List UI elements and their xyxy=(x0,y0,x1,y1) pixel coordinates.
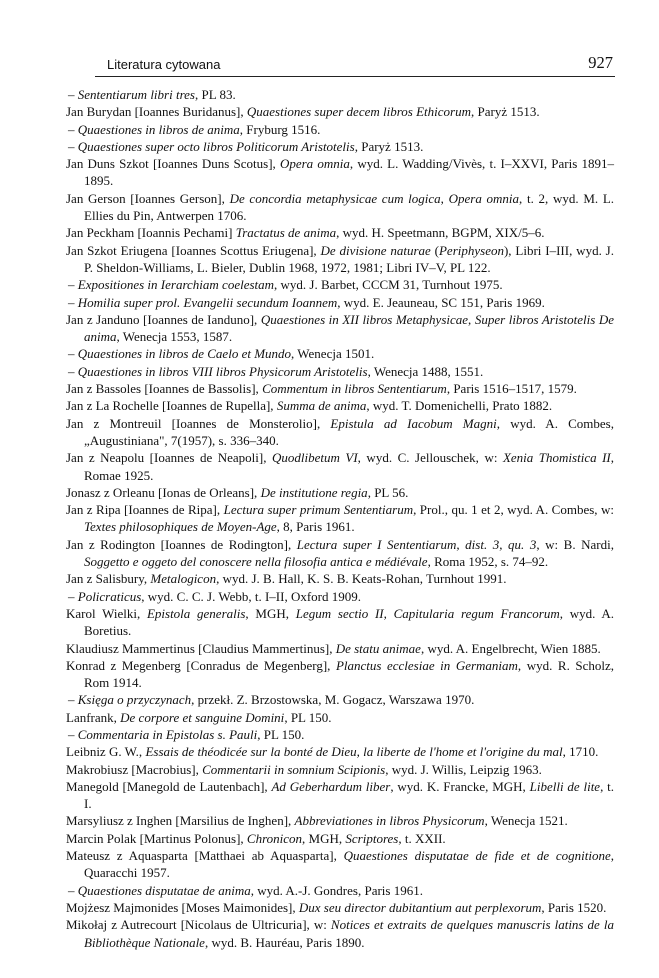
entry-title-italic: De divisione naturae xyxy=(320,242,431,258)
entry-text: Mikołaj z Autrecourt [Nicolaus de Ultricuria], w: xyxy=(66,917,331,933)
entry-text: , PL 83. xyxy=(195,87,236,102)
entry-text: Jan Peckham [Ioannis Pechami] xyxy=(66,225,236,241)
entry-text: – xyxy=(68,277,78,293)
entry-title-italic: Summa de anima xyxy=(276,398,367,414)
bibliography-entry xyxy=(66,812,614,829)
entry-text: Jonasz z Orleanu [Ionas de Orleans], xyxy=(66,484,261,500)
bibliography-entry xyxy=(66,224,614,241)
entry-text: Mojżesz Majmonides [Moses Maimonides], xyxy=(66,899,299,915)
bibliography-entry xyxy=(66,657,614,692)
entry-text: , wyd. L. Wadding/Vivès, t. I–XXVI, Paris 1891–1895. xyxy=(84,156,614,189)
entry-text: Jan z Ripa [Ioannes de Ripa], xyxy=(66,502,224,518)
entry-text: – xyxy=(68,882,78,898)
entry-title-italic: Scriptores xyxy=(345,830,399,846)
entry-title-italic: Quaestiones in XII libros Metaphysicae xyxy=(260,311,469,327)
entry-title-italic: Abbreviationes in libros Physicorum xyxy=(294,813,485,829)
bibliography-entry xyxy=(66,709,614,726)
bibliography-entry xyxy=(66,570,614,587)
entry-text: , 1710. xyxy=(562,744,599,760)
entry-text: Makrobiusz [Macrobius], xyxy=(66,761,203,777)
entry-text: , PL 56. xyxy=(367,484,409,500)
bibliography-entry xyxy=(66,311,614,346)
entry-text: ), Libri I–III, wyd. J. P. Sheldon-Williams, L. Bieler, Dublin 1968, 1972, 1981; Libri IV–V, PL 122. xyxy=(84,242,614,275)
entry-text: Jan Duns Szkot [Ioannes Duns Scotus], xyxy=(66,156,280,172)
entry-text: , wyd. B. Hauréau, Paris 1890. xyxy=(204,934,365,950)
bibliography-entry xyxy=(66,415,614,450)
entry-text: – xyxy=(68,346,78,362)
entry-text: – xyxy=(68,726,78,742)
entry-title-italic: Tractatus de anima xyxy=(235,225,337,241)
entry-text: , wyd. J. B. Hall, K. S. B. Keats-Rohan, Turnhout 1991. xyxy=(216,571,507,587)
bibliography-entry xyxy=(66,86,614,103)
entry-text: , Paris 1520. xyxy=(541,899,607,915)
bibliography-entry xyxy=(66,536,614,571)
bibliography-entry xyxy=(66,761,614,778)
bibliography-entry xyxy=(66,294,614,311)
entry-text: Lanfrank, xyxy=(66,709,121,725)
entry-text: , wyd. C. Jellouschek, w: xyxy=(357,450,503,466)
entry-text: , wyd. A. Engelbrecht, Wien 1885. xyxy=(420,640,601,656)
entry-title-italic: Soggetto e oggeto del conoscere nella filosofia antica e médiévale xyxy=(84,554,428,570)
entry-text: – xyxy=(68,294,78,310)
entry-text: Jan Szkot Eriugena [Ioannes Scottus Eriugena], xyxy=(66,242,321,258)
bibliography-entry xyxy=(66,588,614,605)
entry-text: , przekł. Z. Brzostowska, M. Gogacz, Warszawa 1970. xyxy=(191,692,475,708)
entry-title-italic: Super libros Aristotelis De anima xyxy=(84,311,615,345)
entry-text: , PL 150. xyxy=(257,726,305,742)
entry-text: , wyd. A.-J. Gondres, Paris 1961. xyxy=(250,882,423,898)
entry-text: Marcin Polak [Martinus Polonus], xyxy=(66,830,247,846)
bibliography-entry xyxy=(66,363,614,380)
bibliography-entry xyxy=(66,103,614,120)
entry-title-italic: Legum sectio II, Capitularia regum Francorum xyxy=(295,605,560,621)
bibliography-entry xyxy=(66,138,614,155)
entry-text: , Quaracchi 1957. xyxy=(84,848,614,881)
entry-title-italic: Quaestiones super octo libros Politicorum Aristotelis xyxy=(77,138,355,154)
entry-title-italic: Sententiarum libri tres xyxy=(77,87,195,102)
bibliography-entry xyxy=(66,397,614,414)
entry-text: Jan z La Rochelle [Ioannes de Rupella], xyxy=(66,398,277,414)
entry-text: , w: B. Nardi, xyxy=(536,536,614,552)
entry-text: , Roma 1952, s. 74–92. xyxy=(427,554,549,570)
bibliography-entry xyxy=(66,276,614,293)
entry-text: – xyxy=(68,692,78,708)
bibliography-entry xyxy=(66,882,614,899)
entry-text: Mateusz z Aquasparta [Matthaei ab Aquasparta], xyxy=(66,848,344,864)
entry-text: Klaudiusz Mammertinus [Claudius Mammertinus], xyxy=(66,640,336,656)
entry-title-italic: Lectura super I Sententiarum, dist. 3, qu. 3 xyxy=(296,536,537,552)
entry-text: , MGH, xyxy=(245,605,296,621)
entry-text: , t. XXII. xyxy=(398,830,446,846)
entry-text: , 8, Paris 1961. xyxy=(276,519,355,535)
bibliography-entry xyxy=(66,830,614,847)
entry-text: Konrad z Megenberg [Conradus de Megenberg], xyxy=(66,657,336,673)
entry-text: Jan z Montreuil [Ioannes de Monsterolio], xyxy=(66,415,331,431)
entry-text: , Paris 1516–1517, 1579. xyxy=(446,381,577,397)
entry-title-italic: Periphyseon xyxy=(438,242,504,258)
entry-text: Karol Wielki, xyxy=(66,605,147,621)
bibliography-entry xyxy=(66,449,614,484)
entry-title-italic: Epistola generalis xyxy=(146,605,246,621)
entry-text: , PL 150. xyxy=(284,709,332,725)
running-title: Literatura cytowana xyxy=(107,57,221,72)
bibliography-entry xyxy=(66,345,614,362)
entry-text: , Prol., qu. 1 et 2, wyd. A. Combes, w: xyxy=(413,502,614,518)
entry-text: – xyxy=(68,363,78,379)
entry-text: , wyd. K. Francke, MGH, xyxy=(390,778,530,794)
entry-title-italic: Quaestiones super decem libros Ethicorum xyxy=(246,104,471,120)
entry-title-italic: Quaestiones in libros VIII libros Physicorum Aristotelis xyxy=(77,363,368,379)
entry-text: Jan Gerson [Ioannes Gerson], xyxy=(66,190,230,206)
entry-text: , wyd. A. Boretius. xyxy=(84,605,614,639)
bibliography-entry xyxy=(66,916,614,951)
entry-text: , wyd. T. Domenichelli, Prato 1882. xyxy=(366,398,553,414)
entry-title-italic: Metalogicon xyxy=(150,571,217,587)
entry-title-italic: Opera omnia xyxy=(279,156,350,172)
bibliography-entry xyxy=(66,155,614,190)
entry-text: , Paryż 1513. xyxy=(354,138,424,154)
entry-text: , xyxy=(440,190,449,206)
entry-text: Marsyliusz z Inghen [Marsilius de Inghen], xyxy=(66,813,295,829)
entry-text: , Paryż 1513. xyxy=(471,104,540,120)
entry-title-italic: Quaestiones disputatae de fide et de cognitione xyxy=(343,848,611,864)
bibliography-entry xyxy=(66,190,614,225)
entry-text: – xyxy=(68,138,78,154)
entry-title-italic: Księga o przyczynach xyxy=(77,692,192,708)
entry-title-italic: De institutione regia xyxy=(260,484,368,500)
entry-title-italic: Libelli de lite xyxy=(529,778,601,794)
bibliography-entry xyxy=(66,778,614,813)
entry-text: , xyxy=(468,311,475,327)
bibliography-entry xyxy=(66,743,614,760)
entry-text: Leibniz G. W., xyxy=(66,744,146,760)
entry-text: , MGH, xyxy=(302,830,346,846)
entry-title-italic: De statu animae xyxy=(335,640,421,656)
entry-text: ( xyxy=(430,242,439,258)
entry-text: , Wenecja 1521. xyxy=(484,813,568,829)
entry-text: , wyd. J. Barbet, CCCM 31, Turnhout 1975. xyxy=(274,277,503,293)
entry-text: , wyd. J. Willis, Leipzig 1963. xyxy=(385,761,542,777)
entry-title-italic: Commentaria in Epistolas s. Pauli xyxy=(77,726,258,742)
entry-title-italic: Chronicon xyxy=(246,830,303,846)
entry-title-italic: Commentarii in somnium Scipionis xyxy=(202,761,386,777)
bibliography-entry xyxy=(66,242,614,277)
entry-text: Jan z Bassoles [Ioannes de Bassolis], xyxy=(66,381,263,397)
entry-title-italic: Opera omnia xyxy=(448,190,520,206)
bibliography-entry xyxy=(66,121,614,138)
entry-title-italic: Quaestiones in libros de Caelo et Mundo xyxy=(77,346,292,362)
entry-title-italic: Policraticus xyxy=(77,588,142,604)
entry-title-italic: De concordia metaphysicae cum logica xyxy=(229,190,441,206)
entry-text: , Fryburg 1516. xyxy=(239,121,321,137)
bibliography-entry xyxy=(66,640,614,657)
running-header xyxy=(95,52,615,77)
entry-title-italic: Commentum in libros Sententiarum xyxy=(262,381,447,397)
entry-title-italic: Quaestiones disputatae de anima xyxy=(77,882,251,898)
entry-title-italic: Ad Geberhardum liber xyxy=(271,778,391,794)
entry-text: , wyd. E. Jeauneau, SC 151, Paris 1969. xyxy=(337,294,545,310)
entry-text: , Wenecja 1488, 1551. xyxy=(367,363,484,379)
page-number: 927 xyxy=(588,53,613,72)
entry-text: Jan z Janduno [Ioannes de Ianduno], xyxy=(66,311,261,327)
bibliography-list xyxy=(66,86,614,951)
entry-title-italic: Essais de théodicée sur la bonté de Dieu, la liberte de l'home et l'origine du mal xyxy=(145,744,563,760)
entry-text: Manegold [Manegold de Lautenbach], xyxy=(66,778,272,794)
entry-text: – xyxy=(68,87,78,102)
bibliography-entry xyxy=(66,484,614,501)
bibliography-entry xyxy=(66,691,614,708)
entry-text: , Wenecja 1501. xyxy=(291,346,375,362)
entry-title-italic: Lectura super primum Sententiarum xyxy=(223,502,414,518)
bibliography-entry xyxy=(66,501,614,536)
entry-text: Jan z Rodington [Ioannes de Rodington], xyxy=(66,536,297,552)
entry-text: , Wenecja 1553, 1587. xyxy=(116,329,233,345)
bibliography-entry xyxy=(66,726,614,743)
entry-title-italic: Quodlibetum VI xyxy=(272,450,358,466)
entry-text: – xyxy=(68,121,78,137)
entry-text: , wyd. H. Speetmann, BGPM, XIX/5–6. xyxy=(336,225,545,241)
entry-text: Jan z Salisbury, xyxy=(66,571,151,587)
entry-title-italic: Homilia super prol. Evangelii secundum Ioannem xyxy=(77,294,338,310)
entry-text: , t. I. xyxy=(84,778,615,812)
entry-title-italic: Dux seu director dubitantium aut perplexorum xyxy=(298,899,542,915)
entry-text: , t. 2, wyd. M. L. Ellies du Pin, Antwerpen 1706. xyxy=(84,190,615,224)
entry-text: , Romae 1925. xyxy=(84,450,615,483)
entry-title-italic: Textes philosophiques de Moyen-Age xyxy=(84,519,277,535)
entry-text: , wyd. C. C. J. Webb, t. I–II, Oxford 1909. xyxy=(141,588,361,604)
bibliography-entry xyxy=(66,899,614,916)
bibliography-entry xyxy=(66,847,614,882)
entry-title-italic: Quaestiones in libros de anima xyxy=(77,121,240,137)
entry-title-italic: Epistula ad Iacobum Magni xyxy=(330,415,497,431)
entry-title-italic: Notices et extraits de quelques manuscris latins de la Bibliothèque Nationale xyxy=(84,917,614,950)
entry-text: Jan Burydan [Ioannes Buridanus], xyxy=(66,104,247,120)
entry-title-italic: Planctus ecclesiae in Germaniam xyxy=(335,657,518,673)
entry-text: , wyd. A. Combes, „Augustiniana", 7(1957), s. 336–340. xyxy=(84,415,614,448)
entry-title-italic: Expositiones in Ierarchiam coelestam xyxy=(77,277,275,293)
bibliography-entry xyxy=(66,605,614,640)
entry-text: – xyxy=(68,588,78,604)
entry-title-italic: De corpore et sanguine Domini xyxy=(120,709,285,725)
entry-text: Jan z Neapolu [Ioannes de Neapoli], xyxy=(66,450,272,466)
entry-title-italic: Xenia Thomistica II xyxy=(502,450,611,466)
bibliography-entry xyxy=(66,380,614,397)
entry-text: , wyd. R. Scholz, Rom 1914. xyxy=(84,657,614,691)
